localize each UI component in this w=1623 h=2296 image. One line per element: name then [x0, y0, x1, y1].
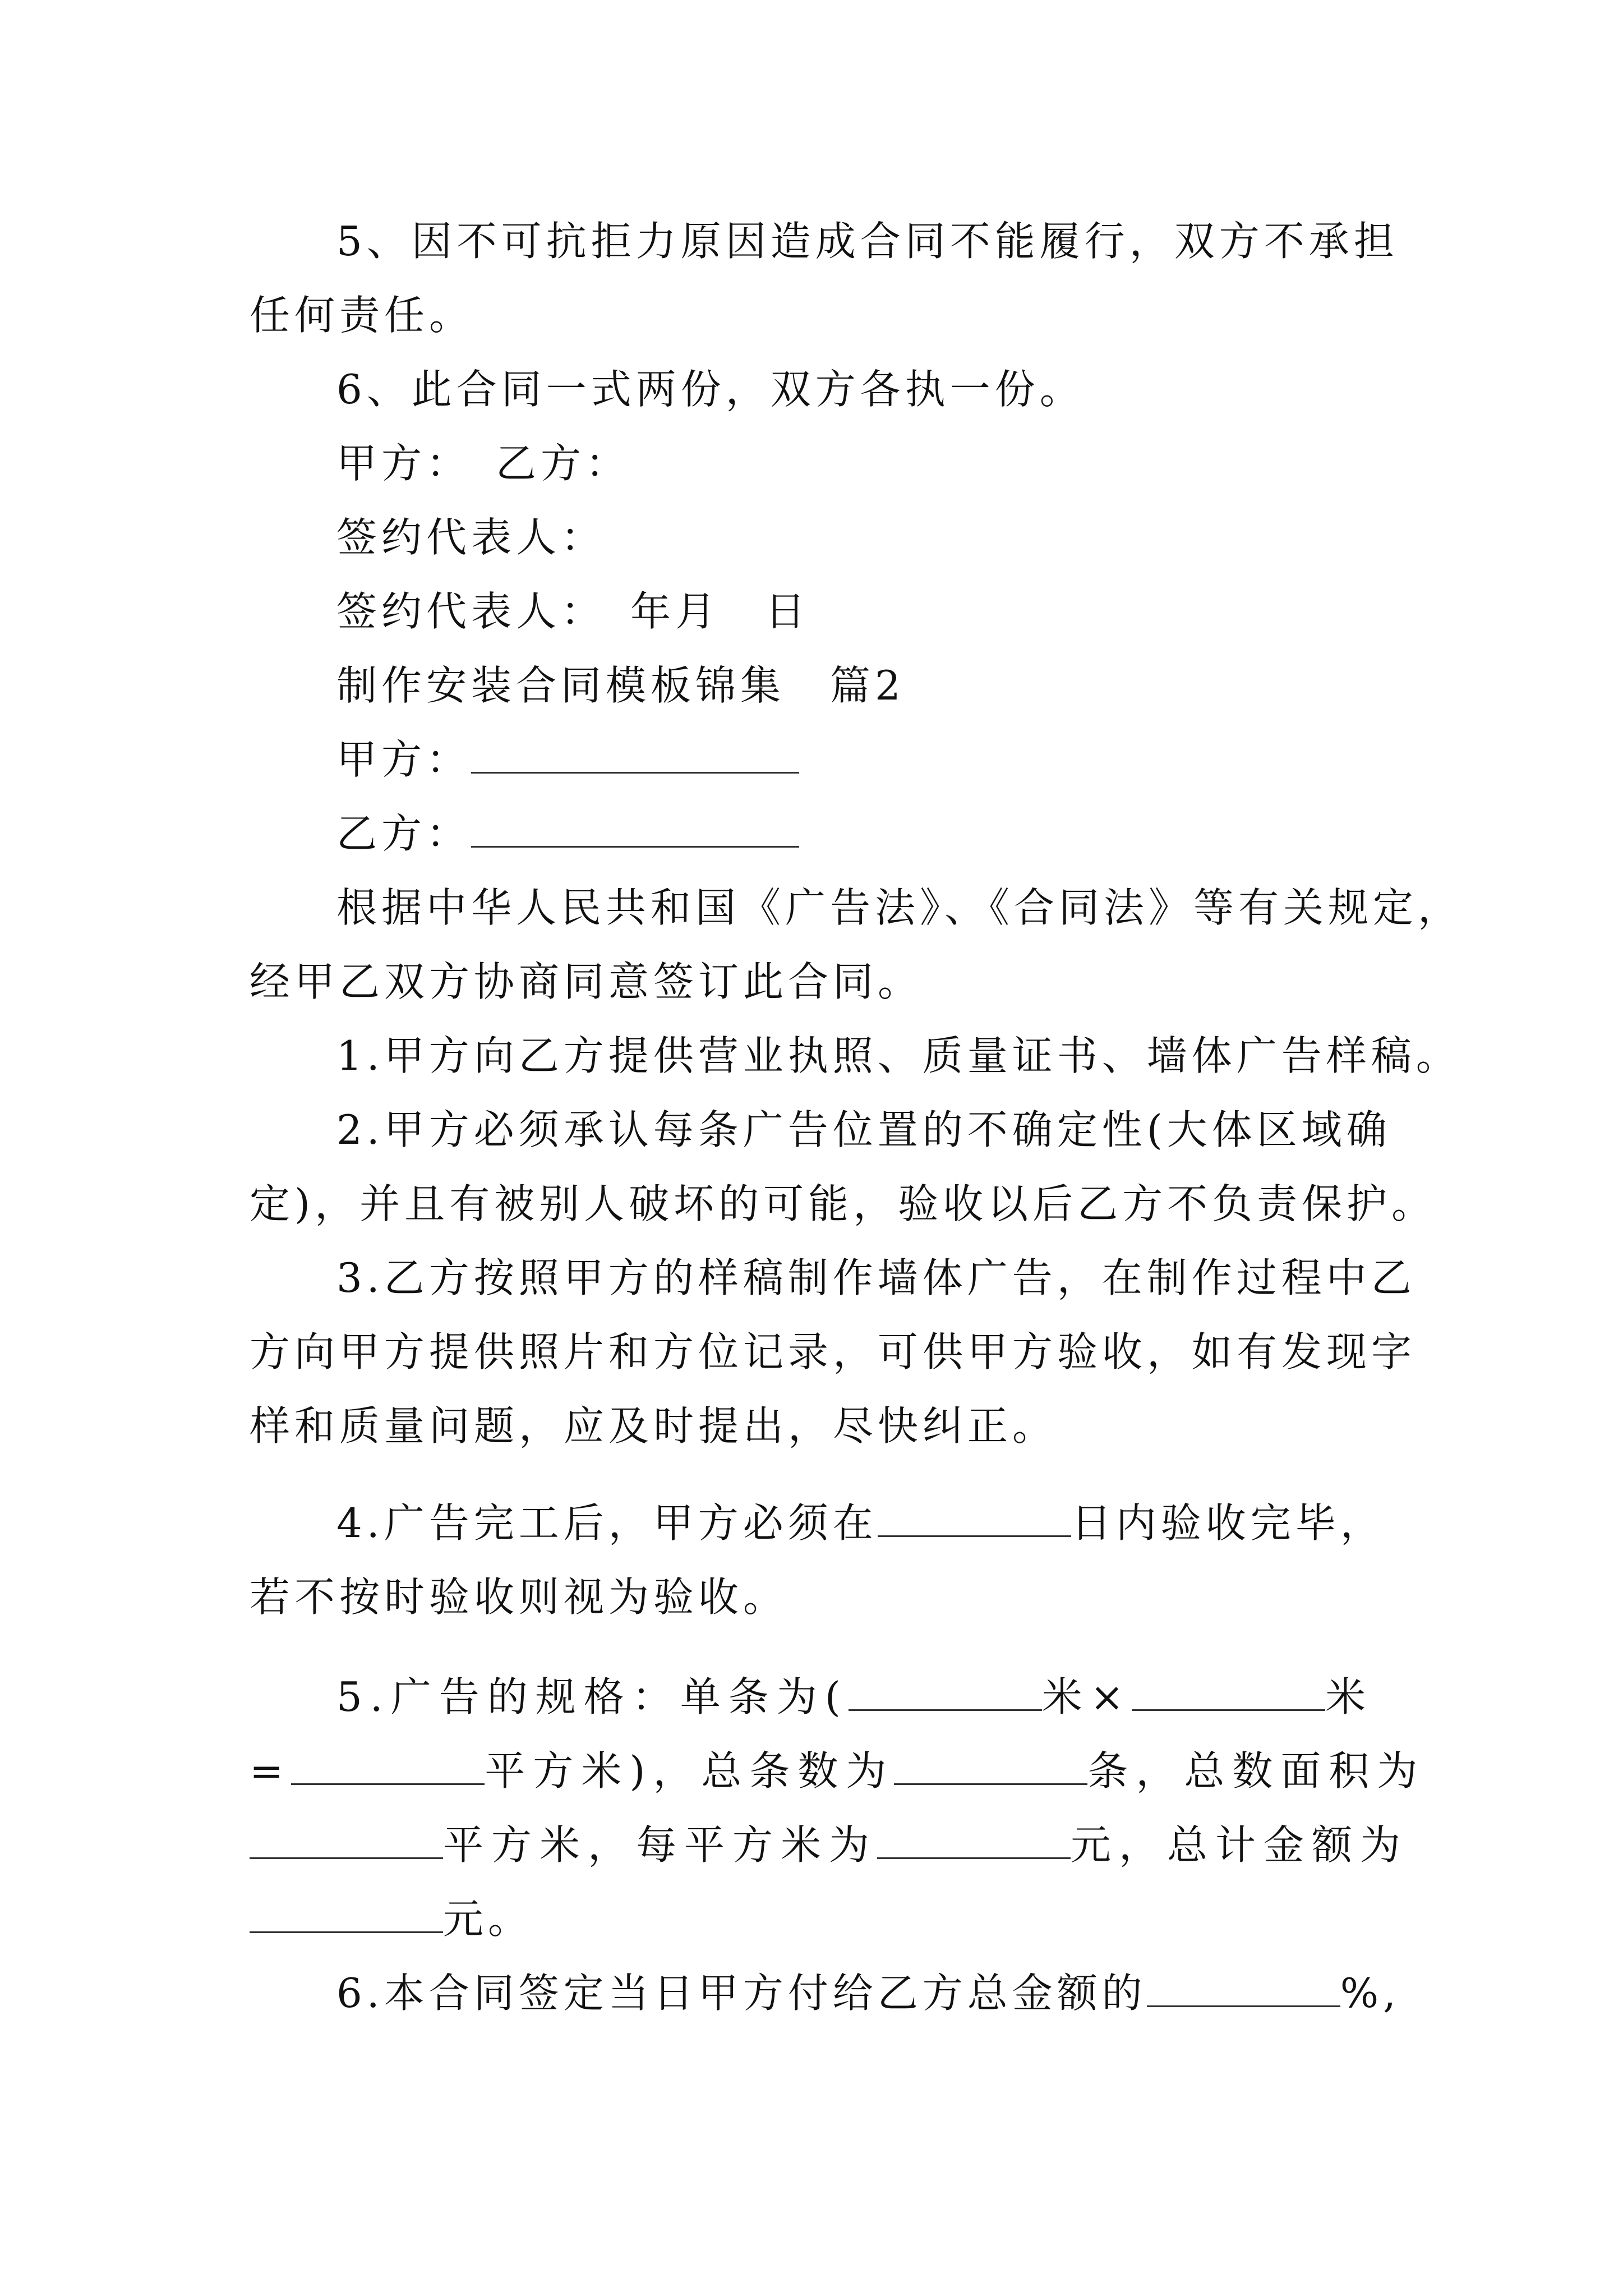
text-line: 2.甲方必须承认每条广告位置的不确定性(大体区域确	[336, 1106, 1391, 1153]
text-line: 日内验收完毕，	[1071, 1499, 1385, 1547]
clause-4-line-2	[250, 1569, 788, 1625]
section-heading	[336, 657, 905, 714]
blank-line	[849, 1673, 1042, 1711]
text-line: 6.本合同签定当日甲方付给乙方总金额的	[336, 1970, 1147, 2017]
text-line: 定)，并且有被别人破坏的可能，验收以后乙方不负责保护。	[250, 1180, 1437, 1227]
party-labels	[336, 435, 630, 491]
text-line: 签约代表人：	[336, 514, 606, 561]
blank-line	[291, 1747, 485, 1785]
preamble-line-1	[336, 880, 1463, 936]
text-line: 4.广告完工后，甲方必须在	[336, 1499, 878, 1547]
signatory-line-1	[336, 509, 606, 565]
blank-line	[471, 736, 799, 774]
text-line: 6、此合同一式两份，双方各执一份。	[336, 366, 1085, 413]
text-line: 米	[1325, 1673, 1374, 1720]
clause-6-payment	[336, 1965, 1400, 2021]
clause-2-line-2	[250, 1176, 1436, 1232]
clause-4-line-1	[336, 1495, 1385, 1551]
text-line: 若不按时验收则视为验收。	[250, 1573, 789, 1621]
clause-6-copies	[336, 361, 1085, 417]
text-line: 条，总数面积为	[1087, 1747, 1426, 1795]
clause-2-line-1	[336, 1102, 1391, 1158]
text-line: 5.广告的规格：单条为(	[336, 1673, 849, 1720]
text-line: 3.乙方按照甲方的样稿制作墙体广告，在制作过程中乙	[336, 1254, 1416, 1301]
clause-3-line-2	[250, 1324, 1416, 1380]
text-line: %,	[1340, 1970, 1401, 2017]
party-a-field	[336, 731, 799, 788]
text-line: 经甲乙双方协商同意签订此合同。	[250, 958, 923, 1005]
text-line: 制作安装合同模板锦集 篇2	[336, 662, 905, 709]
clause-3-line-1	[336, 1250, 1416, 1306]
blank-line	[877, 1821, 1071, 1859]
text-line: 根据中华人民共和国《广告法》、《合同法》等有关规定，	[336, 884, 1463, 931]
text-line: 方向甲方提供照片和方位记录，可供甲方验收，如有发现字	[250, 1328, 1417, 1375]
text-line: 样和质量问题，应及时提出，尽快纠正。	[250, 1402, 1058, 1450]
clause-1	[336, 1028, 1461, 1084]
clause-5-spec-line-1	[336, 1669, 1373, 1725]
text-line: 任何责任。	[250, 292, 474, 339]
clause-5-spec-line-4	[250, 1891, 533, 1947]
text-line: 甲方：	[336, 736, 472, 783]
blank-line	[471, 810, 799, 848]
text-line: 米×	[1041, 1673, 1132, 1720]
text-line: 5、因不可抗拒力原因造成合同不能履行，双方不承担	[336, 218, 1399, 265]
clause-5-spec-line-2	[250, 1743, 1425, 1799]
text-line: 平方米，每平方米为	[443, 1821, 878, 1869]
signatory-line-2	[336, 583, 810, 639]
blank-line	[1147, 1970, 1340, 2007]
text-line: 1.甲方向乙方提供营业执照、质量证书、墙体广告样稿。	[336, 1032, 1461, 1079]
party-b-field	[336, 806, 799, 862]
blank-line	[1132, 1673, 1325, 1711]
text-line: 甲方： 乙方：	[336, 440, 631, 487]
clause-3-line-3	[250, 1398, 1057, 1454]
clause-5-force-majeure	[336, 213, 1399, 269]
preamble-line-2	[250, 954, 923, 1010]
text-line: 元。	[443, 1895, 533, 1943]
text-line: 乙方：	[336, 810, 472, 857]
blank-line	[894, 1747, 1087, 1785]
text-line: 元，总计金额为	[1071, 1821, 1409, 1869]
clause-5-spec-line-3	[250, 1817, 1408, 1873]
blank-line	[250, 1821, 443, 1859]
blank-line	[878, 1499, 1071, 1537]
text-line: 平方米)，总条数为	[485, 1747, 895, 1795]
text-line: 签约代表人： 年月 日	[336, 588, 810, 635]
clause-5-continued	[250, 287, 474, 343]
blank-line	[250, 1895, 443, 1933]
text-line: =	[250, 1747, 292, 1795]
